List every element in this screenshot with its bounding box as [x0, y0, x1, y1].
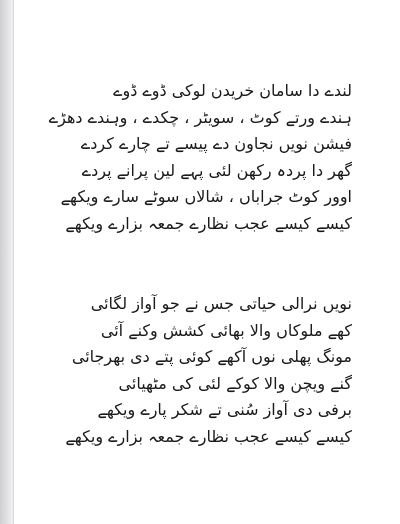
- page-gutter: [0, 0, 14, 524]
- poem-line: کھے ملوکاں والا بھائی کشش وکنے آئی: [100, 320, 352, 340]
- poem-line: فیشن نویں نجاون دے پیسے تے چارے کردے: [80, 134, 352, 153]
- poem-line: ہندے ورتے کوٹ ، سویٹر ، چکدے ، وہندے دھڑے: [48, 107, 352, 127]
- poem-stanza-1: [48, 78, 352, 237]
- poem-stanza-2: [65, 291, 352, 450]
- poem-line: مونگ پھلی نوں آکھے کوئی پتے دی بھرجائی: [71, 347, 352, 366]
- poem-line: گنے ویچن والا کوکے لئی کی مٹھیائی: [118, 373, 352, 393]
- poem-line: لندے دا سامان خریدن لوکی ڈوے ڈوے: [113, 81, 352, 100]
- poem-line: کیسے کیسے عجب نظارے جمعہ بزارے ویکھے: [65, 426, 352, 446]
- poem-line: گھر دا پردہ رکھن لئی پہے لین پرانے پردے: [81, 160, 352, 180]
- poem-line: کیسے کیسے عجب نظارے جمعہ بزارے ویکھے: [65, 213, 352, 233]
- poem-line: اوور کوٹ جراباں ، شالاں سوٹے سارے ویکھے: [60, 187, 352, 206]
- poem-line: برفی دی آواز سُنی تے شکر پارے ویکھے: [97, 400, 352, 419]
- poem-line: نویں نرالی حیاتی جس نے جو آواز لگائی: [90, 294, 352, 313]
